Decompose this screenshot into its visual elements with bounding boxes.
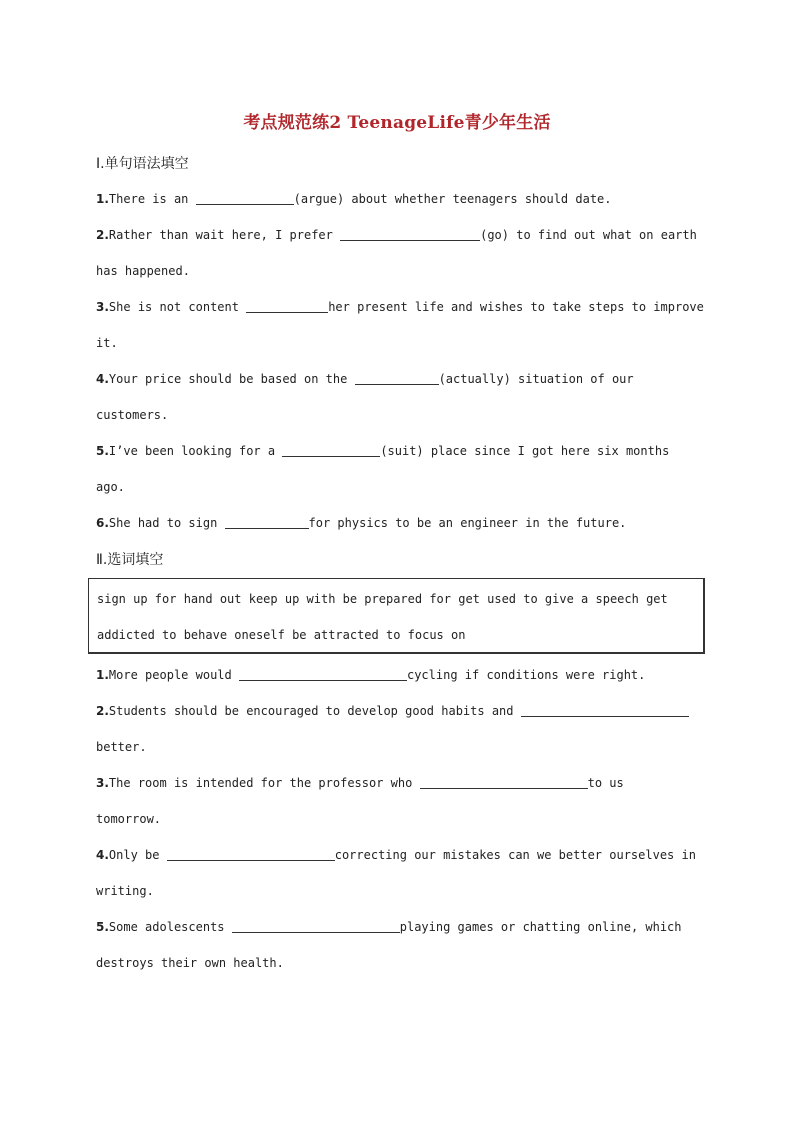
s2-question-5: 5.Some adolescents playing games or chatting online, which [96,920,682,934]
answer-blank[interactable] [246,300,328,313]
answer-blank[interactable] [225,516,309,529]
s1-question-4-cont: customers. [96,408,169,422]
section-2-heading: Ⅱ.选词填空 [96,552,164,568]
s2-question-2: 2.Students should be encouraged to develop good habits and [96,703,689,719]
word-bank-line-1: sign up for hand out keep up with be prepared for get used to give a speech get [97,592,668,606]
answer-blank[interactable] [420,776,588,789]
s1-question-4: 4.Your price should be based on the (actually) situation of our [96,372,634,386]
word-bank-box [88,578,705,654]
s2-question-4: 4.Only be correcting our mistakes can we better ourselves in [96,848,696,862]
s2-question-5-cont: destroys their own health. [96,956,284,970]
page-title: 考点规范练2 TeenageLife青少年生活 [243,113,551,133]
answer-blank[interactable] [355,372,439,385]
s1-question-3: 3.She is not content her present life and wishes to take steps to improve [96,300,704,314]
section-1-heading: Ⅰ.单句语法填空 [96,156,189,172]
s2-question-3: 3.The room is intended for the professor who to us [96,776,624,790]
word-bank-line-2: addicted to behave oneself be attracted to focus on [97,628,466,642]
answer-blank[interactable] [167,848,335,861]
s1-question-3-cont: it. [96,336,118,350]
answer-blank[interactable] [239,668,407,681]
s1-question-6: 6.She had to sign for physics to be an engineer in the future. [96,516,627,530]
answer-blank[interactable] [340,228,480,241]
s2-question-3-cont: tomorrow. [96,812,162,826]
s2-question-4-cont: writing. [96,884,154,898]
s1-question-2-cont: has happened. [96,264,190,278]
s1-question-1: 1.There is an (argue) about whether teenagers should date. [96,192,612,206]
answer-blank[interactable] [521,704,689,717]
answer-blank[interactable] [232,920,400,933]
s1-question-2: 2.Rather than wait here, I prefer (go) to find out what on earth [96,228,697,242]
s1-question-5-cont: ago. [96,480,125,494]
s2-question-2-cont: better. [96,740,147,754]
answer-blank[interactable] [196,192,294,205]
answer-blank[interactable] [282,444,380,457]
s2-question-1: 1.More people would cycling if conditions were right. [96,668,646,682]
s1-question-5: 5.I’ve been looking for a (suit) place since I got here six months [96,444,670,458]
